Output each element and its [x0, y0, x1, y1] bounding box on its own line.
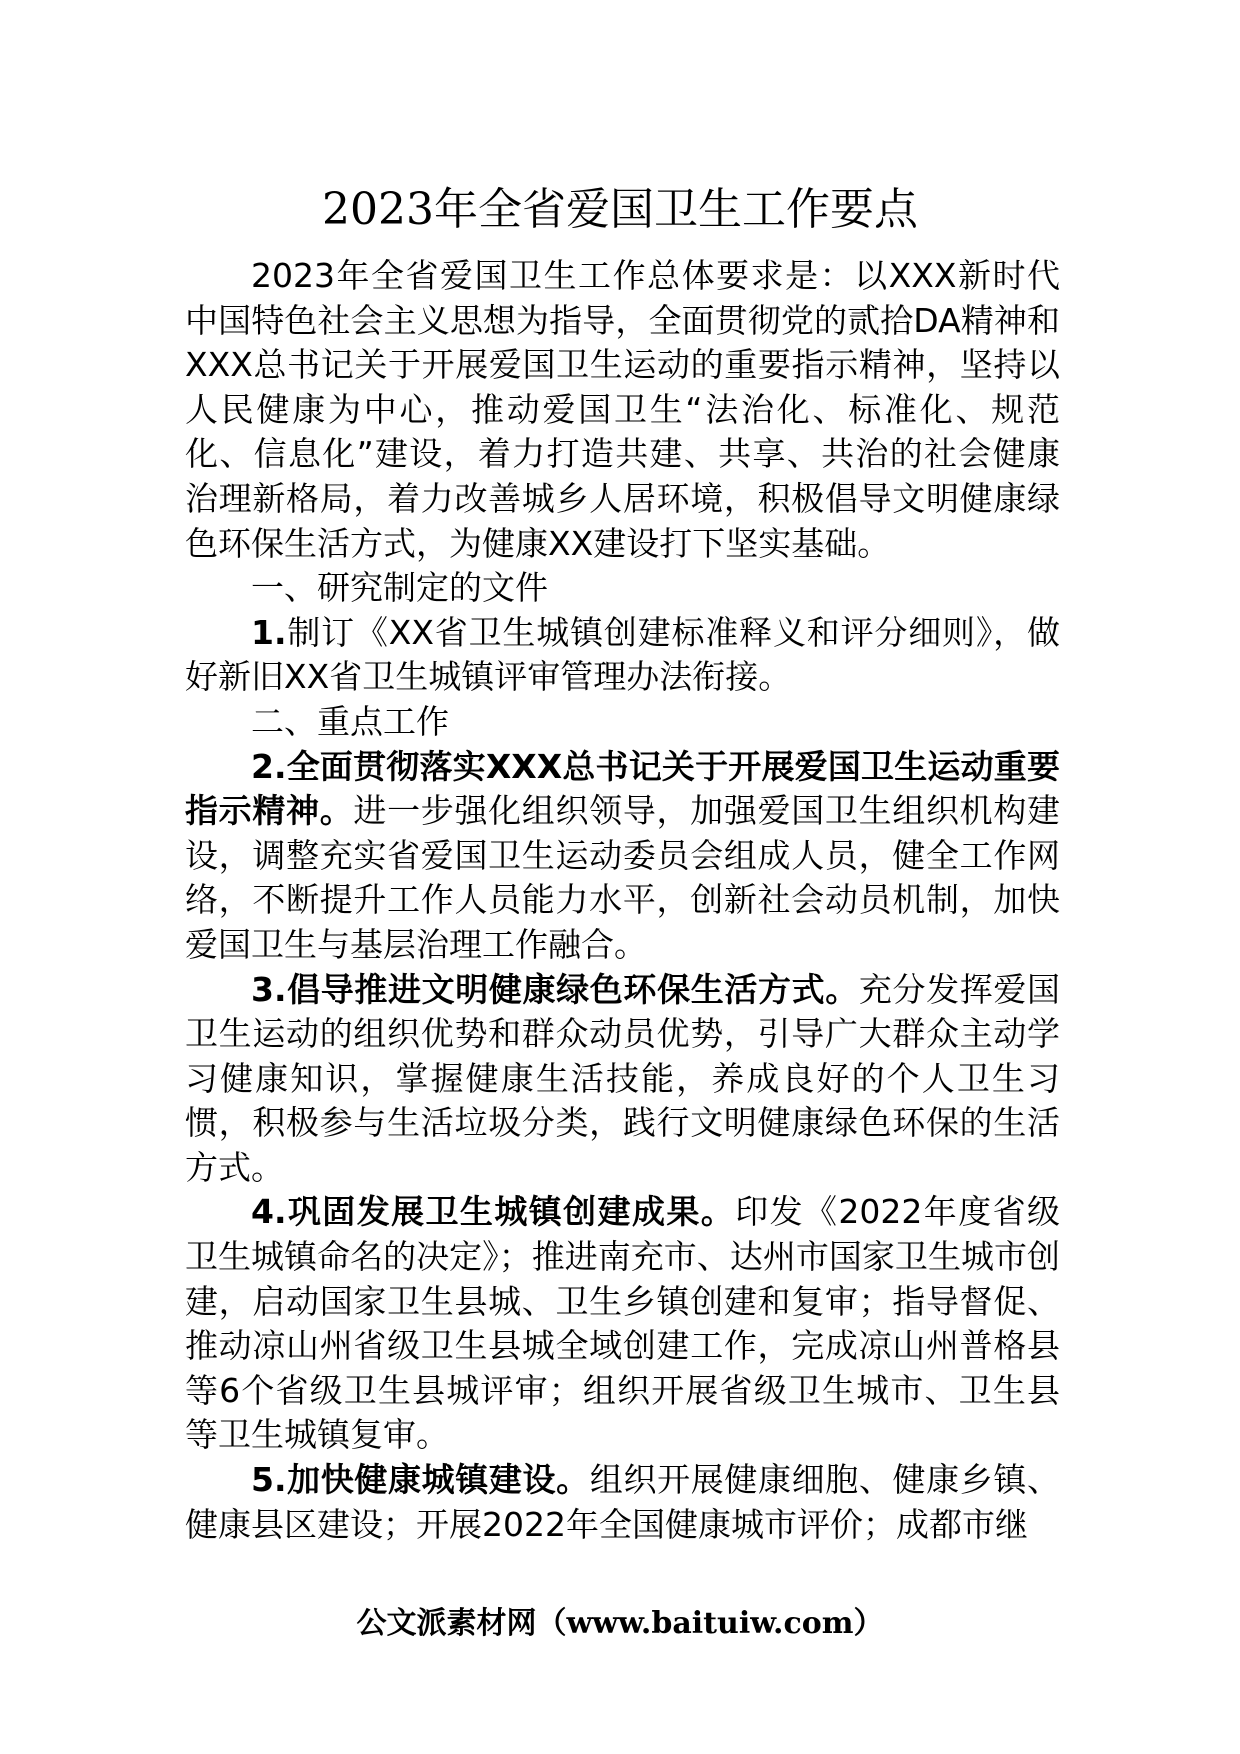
section-heading-1: 一、研究制定的文件: [251, 568, 548, 608]
intro-paragraph: 2023年全省爱国卫生工作总体要求是：以XXX新时代中国特色社会主义思想为指导，全面贯彻党的贰拾DA精神和XXX总书记关于开展爱国卫生运动的重要指示精神，坚持以人民健康为中心，推动爱国卫生“法治化、标准化、规范化、信息化”建设，着力打造共建、共享、共治的社会健康治理新格局，着力改善城乡人居环境，积极倡导文明健康绿色环保生活方式，为健康XX建设打下坚实基础。: [185, 256, 1060, 563]
source-footer: 公文派素材网（www.baituiw.com）: [356, 1606, 884, 1641]
item-text: 进一步强化组织领导，加强爱国卫生组织机构建设，调整充实省爱国卫生运动委员会组成人员，健全工作网络，不断提升工作人员能力水平，创新社会动员机制，加快爱国卫生与基层治理工作融合。: [185, 791, 1061, 964]
list-item: [185, 611, 1060, 700]
item-text: 充分发挥爱国卫生运动的组织优势和群众动员优势，引导广大群众主动学习健康知识，掌握健康生活技能，养成良好的个人卫生习惯，积极参与生活垃圾分类，践行文明健康绿色环保的生活方式。: [185, 969, 1061, 1187]
item-number: 3.: [251, 969, 287, 1009]
list-item: [185, 1458, 1060, 1547]
item-number: 2.: [251, 746, 287, 786]
item-number: 1.: [251, 612, 287, 652]
item-text: 组织开展健康细胞、健康乡镇、健康县区建设；开展2022年全国健康城市评价；成都市继: [185, 1460, 1061, 1544]
list-item: [185, 745, 1060, 968]
item-number: 4.: [251, 1192, 287, 1232]
list-item: [185, 1190, 1060, 1458]
document-title: 2023年全省爱国卫生工作要点: [322, 184, 918, 235]
item-bold-lead: 加快健康城镇建设。: [286, 1460, 590, 1500]
list-item: [185, 968, 1060, 1191]
item-number: 5.: [251, 1460, 287, 1500]
item-text: 制订《XX省卫生城镇创建标准释义和评分细则》，做好新旧XX省卫生城镇评审管理办法衔接。: [185, 612, 1060, 697]
item-text: 印发《2022年度省级卫生城镇命名的决定》；推进南充市、达州市国家卫生城市创建，启动国家卫生县城、卫生乡镇创建和复审；指导督促、推动凉山州省级卫生县城全域创建工作，完成凉山州普格县等6个省级卫生县城评审；组织开展省级卫生城市、卫生县等卫生城镇复审。: [185, 1192, 1061, 1455]
section-heading-2: 二、重点工作: [251, 701, 449, 741]
item-bold-lead: 巩固发展卫生城镇创建成果。: [286, 1192, 736, 1232]
item-bold-lead: 全面贯彻落实XXX总书记关于开展爱国卫生运动重要指示精神。: [185, 746, 1060, 831]
document-body: [185, 254, 1060, 1547]
item-bold-lead: 倡导推进文明健康绿色环保生活方式。: [286, 969, 859, 1009]
